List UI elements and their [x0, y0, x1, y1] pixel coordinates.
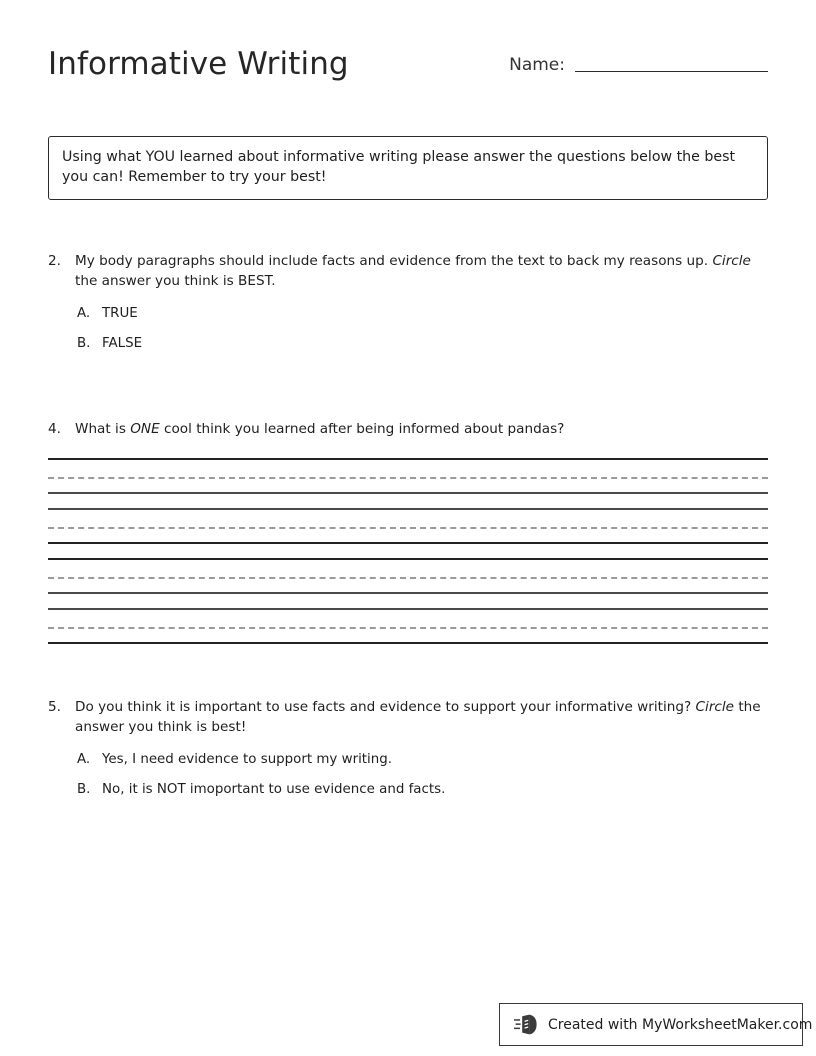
question-4-text [75, 419, 770, 439]
name-input-line[interactable] [575, 71, 768, 72]
question-5-text [75, 697, 770, 737]
answer-writing-lines[interactable] [48, 455, 768, 655]
question-2-option-b[interactable] [77, 334, 770, 354]
question-2-option-a-letter: A. [77, 306, 91, 321]
question-5-options [77, 750, 770, 800]
question-5-row [48, 697, 770, 737]
name-field-group [509, 55, 768, 75]
question-5-number: 5. [48, 699, 61, 715]
question-2-text-part1: My body paragraphs should include facts and evidence from the text to back my reasons up. [75, 253, 713, 269]
question-2-emphasis: Circle [712, 253, 751, 269]
question-2-options [77, 304, 770, 354]
question-5-option-b[interactable] [77, 780, 770, 800]
question-5 [48, 697, 770, 800]
created-with-label: Created with MyWorksheetMaker.com [548, 1016, 813, 1033]
question-4-row [48, 419, 770, 439]
writing-line-dashed-mid [48, 477, 768, 479]
question-2-option-b-label: FALSE [102, 336, 143, 351]
instruction-box [48, 136, 768, 200]
question-2-row [48, 251, 770, 291]
writing-line-group[interactable] [48, 555, 768, 605]
writing-line-solid-bottom [48, 642, 768, 644]
writing-line-group[interactable] [48, 455, 768, 505]
question-4-text-part1: What is [75, 421, 131, 437]
question-2-option-a-label: TRUE [102, 306, 138, 321]
question-4 [48, 419, 770, 439]
writing-line-group[interactable] [48, 505, 768, 555]
question-4-text-part2: cool think you learned after being informed about pandas? [159, 421, 565, 437]
writing-line-solid-bottom [48, 592, 768, 594]
question-2-text [75, 251, 770, 291]
question-2-number: 2. [48, 253, 61, 269]
writing-line-solid-bottom [48, 542, 768, 544]
writing-line-group[interactable] [48, 605, 768, 655]
question-5-option-b-letter: B. [77, 782, 91, 797]
writing-line-dashed-mid [48, 627, 768, 629]
writing-line-solid-top [48, 608, 768, 610]
writing-line-solid-top [48, 558, 768, 560]
worksheet-header [48, 44, 768, 100]
writing-line-dashed-mid [48, 577, 768, 579]
writing-line-solid-top [48, 458, 768, 460]
writing-line-solid-top [48, 508, 768, 510]
instruction-text: Using what YOU learned about informative writing please answer the questions below the best you can! Remember to try your best! [62, 149, 736, 185]
question-2-option-b-letter: B. [77, 336, 91, 351]
page-title: Informative Writing [48, 46, 349, 82]
question-4-number: 4. [48, 421, 61, 437]
question-4-emphasis: ONE [130, 421, 160, 437]
writing-line-dashed-mid [48, 527, 768, 529]
question-5-option-b-label: No, it is NOT imoportant to use evidence and facts. [102, 782, 446, 797]
question-5-option-a[interactable] [77, 750, 770, 770]
created-with-badge[interactable] [499, 1003, 813, 1046]
question-2-text-part2: the answer you think is BEST. [75, 273, 276, 289]
question-5-option-a-label: Yes, I need evidence to support my writing. [102, 752, 393, 767]
name-label: Name: [509, 55, 565, 75]
question-5-text-part2: the answer you think is best! [75, 699, 761, 735]
question-5-text-part1: Do you think it is important to use facts and evidence to support your informative writing? [75, 699, 696, 715]
question-2 [48, 251, 770, 354]
question-5-option-a-letter: A. [77, 752, 91, 767]
question-5-emphasis: Circle [695, 699, 735, 715]
writing-line-solid-bottom [48, 492, 768, 494]
worksheet-page-logo-icon [514, 1013, 538, 1037]
question-2-option-a[interactable] [77, 304, 770, 324]
